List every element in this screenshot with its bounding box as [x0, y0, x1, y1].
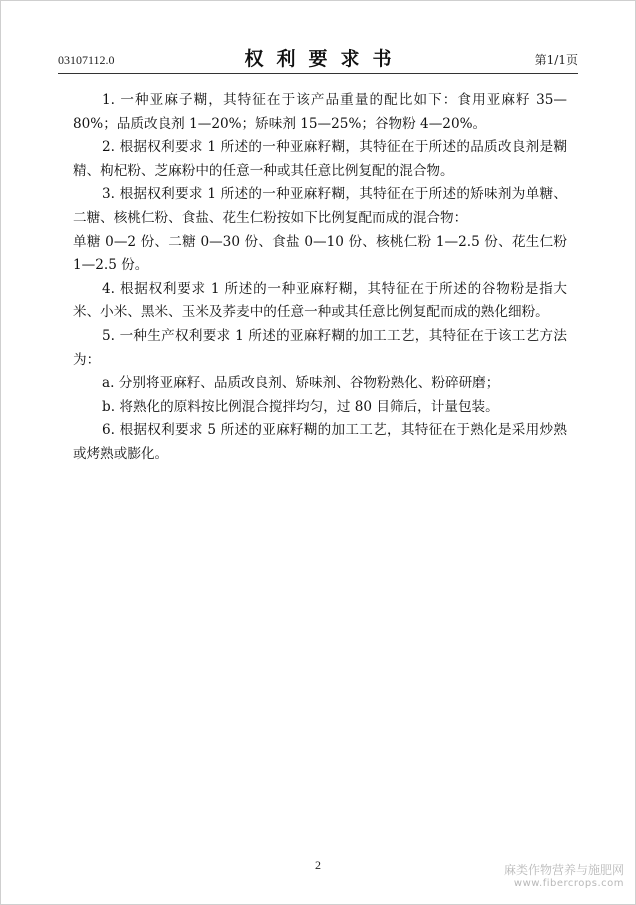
- claim-6: 6. 根据权利要求 5 所述的亚麻籽糊的加工工艺，其特征在于熟化是采用炒熟或烤熟或膨化。: [73, 422, 567, 462]
- document-number: 03107112.0: [58, 53, 115, 67]
- watermark-text: 麻类作物营养与施肥网: [503, 863, 624, 877]
- claim-3-continuation: 单糖 0—2 份、二糖 0—30 份、食盐 0—10 份、核桃仁粉 1—2.5 份、花生仁粉 1—2.5 份。: [73, 233, 567, 274]
- claim-5: 5. 一种生产权利要求 1 所述的亚麻籽糊的加工工艺，其特征在于该工艺方法为：: [73, 327, 567, 368]
- claim-2: 2. 根据权利要求 1 所述的一种亚麻籽糊，其特征在于所述的品质改良剂是糊精、枸杞粉、芝麻粉中的任意一种或其任意比例复配的混合物。: [73, 139, 567, 179]
- claim-5-step-b: b. 将熟化的原料按比例混合搅拌均匀，过 80 目筛后，计量包装。: [102, 398, 499, 415]
- page-number: 2: [315, 858, 321, 872]
- claim-5-step-a: a. 分别将亚麻籽、品质改良剂、矫味剂、谷物粉熟化、粉碎研磨；: [102, 375, 500, 392]
- document-header: [58, 44, 578, 70]
- page-label: 第1/1页: [534, 53, 578, 67]
- page-title: 权利要求书: [244, 48, 405, 70]
- claim-3: 3. 根据权利要求 1 所述的一种亚麻籽糊，其特征在于所述的矫味剂为单糖、二糖、核桃仁粉、食盐、花生仁粉按如下比例复配而成的混合物：: [73, 186, 567, 226]
- watermark: [504, 863, 624, 891]
- watermark-url: www.fibercrops.com: [513, 878, 624, 889]
- claim-1: 1. 一种亚麻子糊，其特征在于该产品重量的配比如下：食用亚麻籽 35—80%；品质改良剂 1—20%；矫味剂 15—25%；谷物粉 4—20%。: [73, 92, 567, 132]
- claims-body: [73, 89, 567, 467]
- header-divider: [58, 73, 578, 74]
- claim-4: 4. 根据权利要求 1 所述的一种亚麻籽糊，其特征在于所述的谷物粉是指大米、小米、黑米、玉米及荞麦中的任意一种或其任意比例复配而成的熟化细粉。: [73, 280, 567, 321]
